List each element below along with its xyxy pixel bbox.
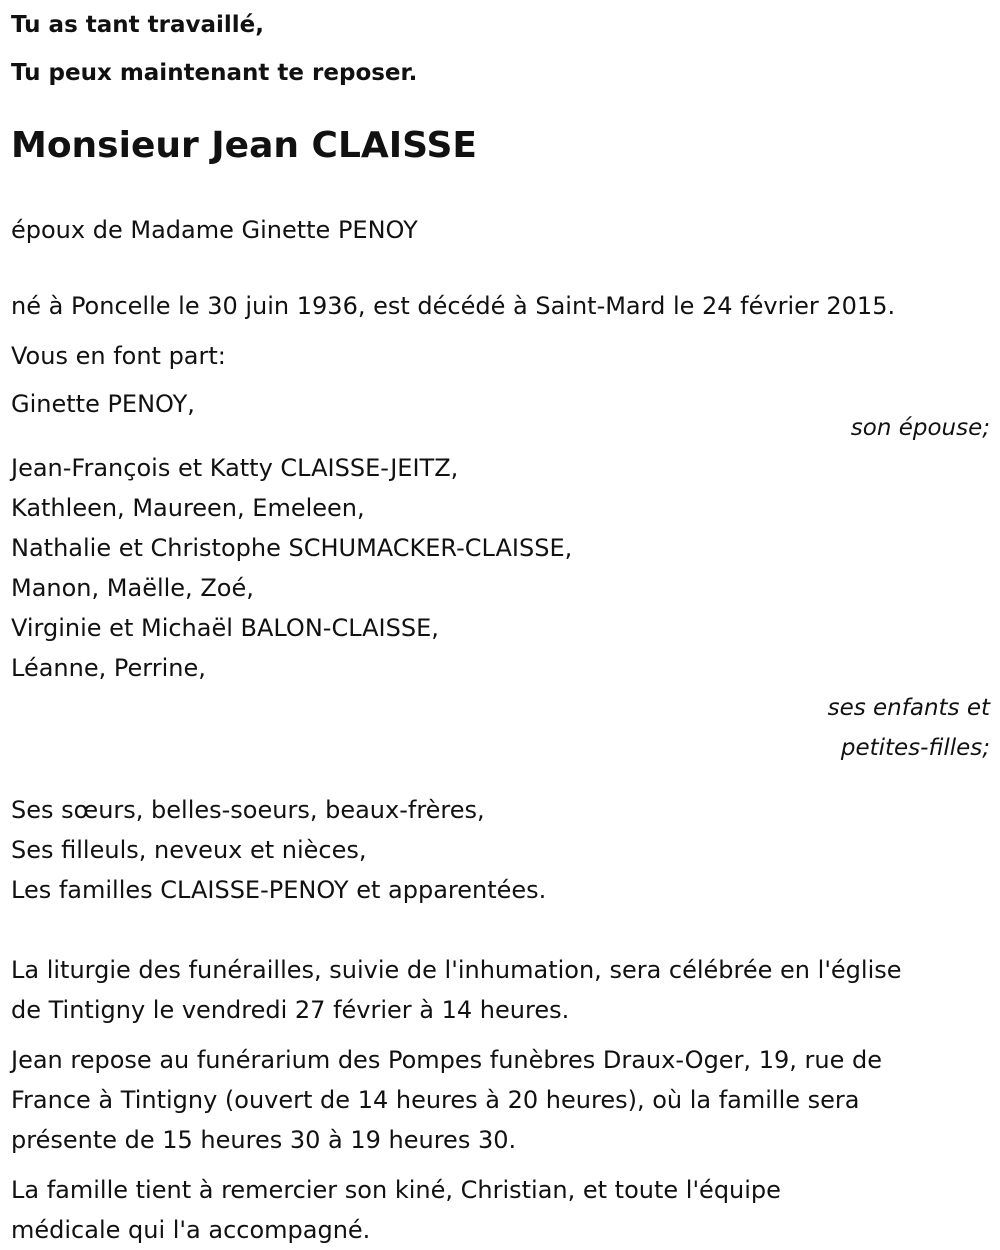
- paragraph-line: de Tintigny le vendredi 27 février à 14 heures.: [11, 996, 570, 1024]
- list-item: Les familles CLAISSE-PENOY et apparentées.: [11, 876, 547, 904]
- list-item: Jean-François et Katty CLAISSE-JEITZ,: [11, 454, 459, 482]
- paragraph-line: présente de 15 heures 30 à 19 heures 30.: [11, 1126, 517, 1154]
- liturgy-paragraph: [11, 950, 990, 1030]
- children-role-line-2: petites-filles;: [840, 735, 990, 761]
- paragraph-line: La liturgie des funérailles, suivie de l'inhumation, sera célébrée en l'église: [11, 956, 902, 984]
- funeral-home-paragraph: [11, 1040, 990, 1160]
- list-item: Kathleen, Maureen, Emeleen,: [11, 494, 365, 522]
- paragraph-line: médicale qui l'a accompagné.: [11, 1216, 371, 1244]
- obituary-notice: [11, 0, 990, 1250]
- paragraph-line: La famille tient à remercier son kiné, Christian, et toute l'équipe: [11, 1176, 781, 1204]
- spouse-name: Ginette PENOY,: [11, 390, 195, 418]
- spouse-line: époux de Madame Ginette PENOY: [11, 216, 418, 244]
- announcement-intro: Vous en font part:: [11, 342, 226, 370]
- thanks-paragraph: [11, 1170, 990, 1250]
- paragraph-line: Jean repose au funérarium des Pompes funèbres Draux-Oger, 19, rue de: [11, 1046, 882, 1074]
- list-item: Manon, Maëlle, Zoé,: [11, 574, 254, 602]
- verse-line-2: Tu peux maintenant te reposer.: [11, 60, 418, 86]
- list-item: Nathalie et Christophe SCHUMACKER-CLAISSE,: [11, 534, 573, 562]
- list-item: Ses filleuls, neveux et nièces,: [11, 836, 367, 864]
- list-item: Ses sœurs, belles-soeurs, beaux-frères,: [11, 796, 485, 824]
- children-list: [11, 448, 990, 688]
- children-role-line-1: ses enfants et: [827, 695, 990, 721]
- paragraph-line: France à Tintigny (ouvert de 14 heures à 20 heures), où la famille sera: [11, 1086, 860, 1114]
- spouse-role: son épouse;: [850, 415, 990, 441]
- deceased-name: Monsieur Jean CLAISSE: [11, 125, 477, 166]
- verse-line-1: Tu as tant travaillé,: [11, 12, 265, 38]
- list-item: Virginie et Michaël BALON-CLAISSE,: [11, 614, 439, 642]
- list-item: Léanne, Perrine,: [11, 654, 206, 682]
- relatives-list: [11, 790, 990, 910]
- birth-death-line: né à Poncelle le 30 juin 1936, est décédé à Saint-Mard le 24 février 2015.: [11, 292, 896, 320]
